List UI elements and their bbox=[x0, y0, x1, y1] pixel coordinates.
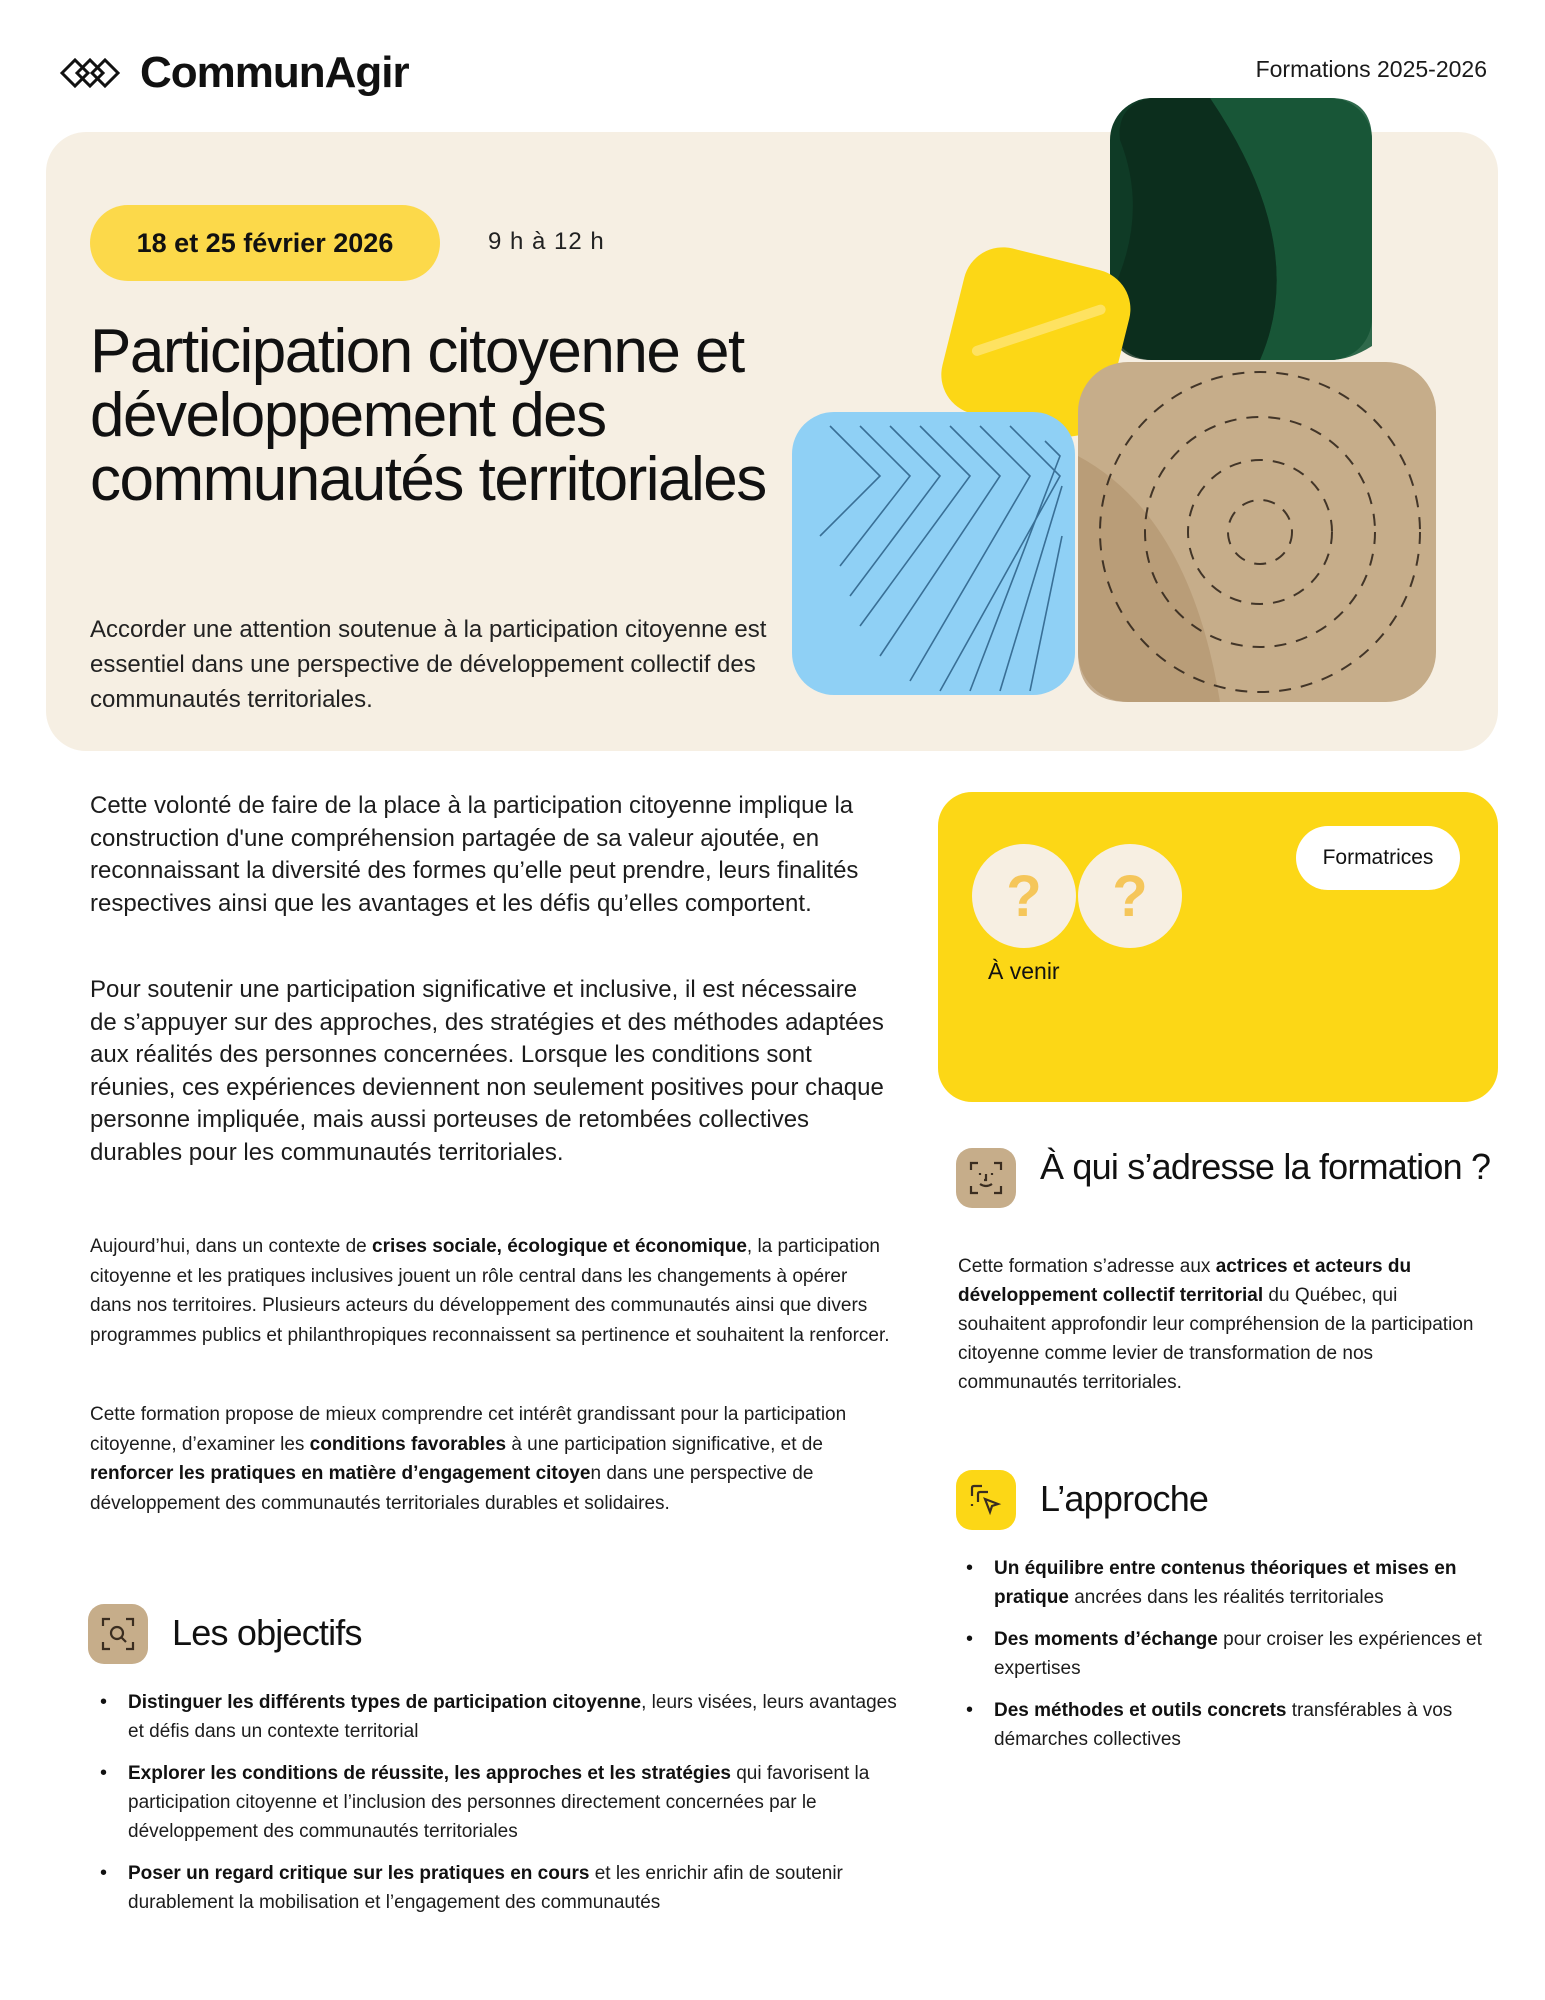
date-badge: 18 et 25 février 2026 bbox=[90, 205, 440, 281]
intro-paragraph-1: Cette volonté de faire de la place à la participation citoyenne implique la construction d'une compréhension partagée de sa valeur ajoutée, en reconnaissant la diversité des formes qu’elle peut prendre, leurs finalités respectives ainsi que les avantages et les défis qu’elles comportent. bbox=[90, 792, 859, 917]
tan-square-shape bbox=[1078, 362, 1436, 702]
search-scan-icon bbox=[88, 1604, 148, 1664]
logo-text: CommunAgir bbox=[140, 48, 409, 97]
context-paragraph: Aujourd’hui, dans un contexte de crises sociale, écologique et économique, la participation citoyenne et les pratiques inclusives jouent un rôle central dans les changements à opérer dans nos territoires. Plusieurs acteurs du développement des communautés ainsi que divers programmes publics et philanthropiques reconnaissent sa pertinence et souhaitent la renforcer. bbox=[90, 1236, 890, 1346]
trainers-status: À venir bbox=[988, 958, 1060, 984]
logo bbox=[58, 48, 409, 98]
hero-illustration bbox=[790, 96, 1440, 706]
list-item: • Un équilibre entre contenus théoriques et mises en pratique ancrées dans les réalités territoriales bbox=[956, 1554, 1486, 1612]
season-label: Formations 2025-2026 bbox=[1255, 56, 1487, 82]
audience-paragraph: Cette formation s’adresse aux actrices et acteurs du développement collectif territorial du Québec, qui souhaitent approfondir leur compréhension de la participation citoyenne comme levier de transformation de nos communautés territoriales. bbox=[958, 1256, 1474, 1393]
approche-title: L’approche bbox=[1040, 1478, 1209, 1519]
list-item: • Des moments d’échange pour croiser les expériences et expertises bbox=[956, 1625, 1486, 1683]
logo-mark-icon bbox=[58, 56, 126, 90]
list-item: • Distinguer les différents types de participation citoyenne, leurs visées, leurs avantages et défis dans un contexte territorial bbox=[90, 1688, 910, 1746]
face-scan-icon bbox=[956, 1148, 1016, 1208]
page-title: Participation citoyenne et développement des communautés territoriales bbox=[90, 317, 766, 514]
trainer-placeholder-avatar: ? bbox=[972, 844, 1076, 948]
intro-paragraph-2: Pour soutenir une participation significative et inclusive, il est nécessaire de s’appuyer sur des approches, des stratégies et des méthodes adaptées aux réalités des personnes concernées. Lorsque les conditions sont réunies, ces expériences deviennent non seulement positives pour chaque personne impliquée, mais aussi porteuses de retombées collectives durables pour les communautés territoriales. bbox=[90, 976, 884, 1166]
approche-list bbox=[956, 1554, 1486, 1767]
audience-title: À qui s’adresse la formation ? bbox=[1040, 1146, 1491, 1187]
objectifs-list bbox=[90, 1688, 910, 1930]
list-item: • Poser un regard critique sur les pratiques en cours et les enrichir afin de soutenir durablement la mobilisation et l’engagement des communautés bbox=[90, 1859, 910, 1917]
trainers-label: Formatrices bbox=[1296, 826, 1460, 890]
trainers-card bbox=[938, 792, 1498, 1102]
time-label: 9 h à 12 h bbox=[488, 228, 605, 255]
hero-lead: Accorder une attention soutenue à la participation citoyenne est essentiel dans une perspective de développement collectif des communautés territoriales. bbox=[90, 616, 767, 713]
list-item: • Explorer les conditions de réussite, les approches et les stratégies qui favorisent la participation citoyenne et l’inclusion des personnes directement concernées par le développement des communautés territoriales bbox=[90, 1759, 910, 1846]
objectifs-title: Les objectifs bbox=[172, 1612, 362, 1653]
list-item: • Des méthodes et outils concrets transférables à vos démarches collectives bbox=[956, 1696, 1486, 1754]
cursor-select-icon bbox=[956, 1470, 1016, 1530]
formation-paragraph: Cette formation propose de mieux comprendre cet intérêt grandissant pour la participation citoyenne, d’examiner les conditions favorables à une participation significative, et de renforcer les pratiques en matière d’engagement citoyen dans une perspective de développement des communautés territoriales durables et solidaires. bbox=[90, 1404, 847, 1514]
blue-square-shape bbox=[792, 412, 1075, 695]
trainer-placeholder-avatar: ? bbox=[1078, 844, 1182, 948]
green-square-shape bbox=[1110, 98, 1372, 360]
